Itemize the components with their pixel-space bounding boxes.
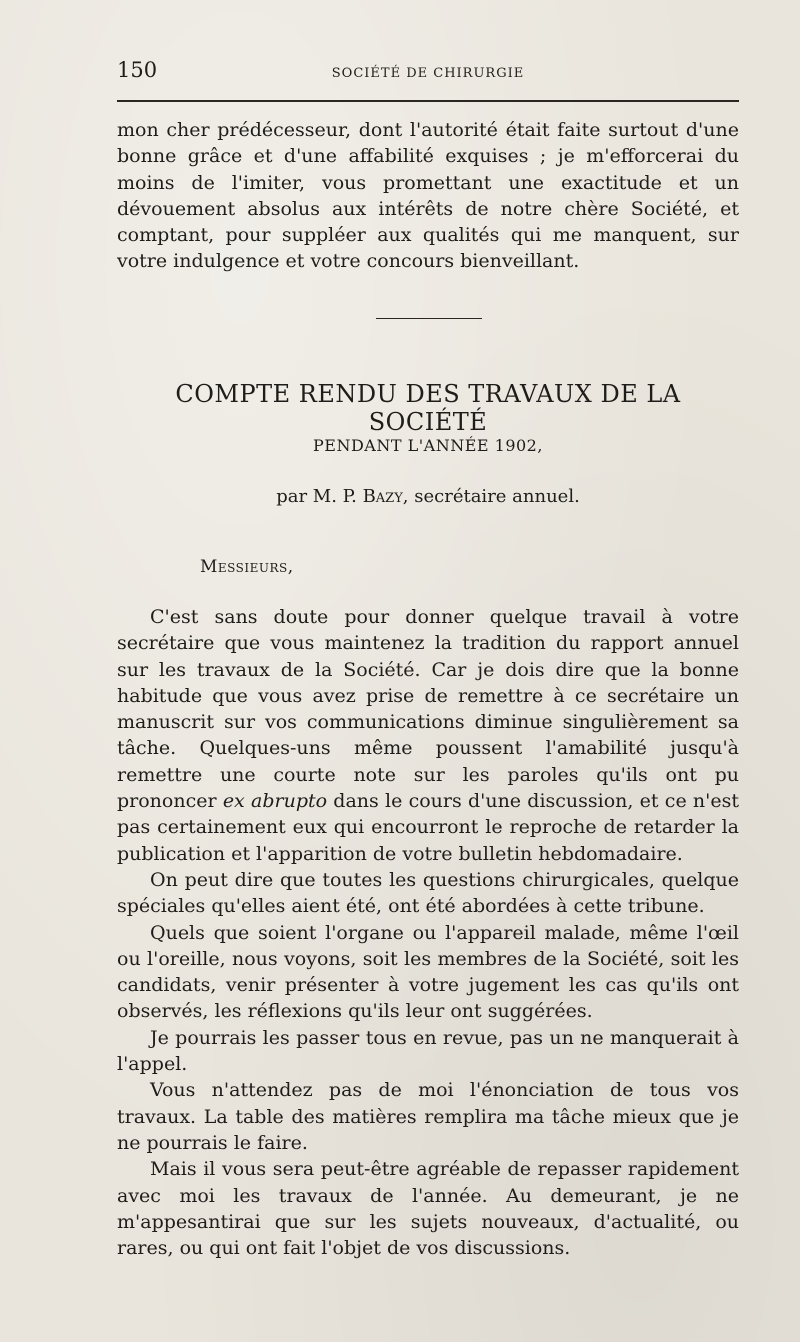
page-number: 150 — [117, 58, 158, 82]
report-subtitle: PENDANT L'ANNÉE 1902, — [313, 436, 543, 455]
report-body — [117, 604, 739, 1261]
opening-paragraph: mon cher prédécesseur, dont l'autorité était faite surtout d'une bonne grâce et d'une affabilité exquises ; je m'efforcerai du moins de l'imiter, vous promettant une exactitude et un dévouement absolus aux intérêts de notre chère Société, et comptant, pour suppléer aux qualités qui me manquent, sur votre indulgence et votre concours bienveillant. — [117, 119, 739, 273]
byline-suffix: , secrétaire annuel. — [402, 486, 580, 507]
running-head: SOCIÉTÉ DE CHIRURGIE — [331, 66, 525, 81]
salutation: Messieurs, — [200, 557, 294, 577]
byline-prefix: par M. P. — [276, 486, 363, 507]
paragraph-1 — [117, 604, 739, 867]
author-name: Bazy — [362, 486, 403, 507]
paragraph-1-part-2: dans le cours d'une discussion, et ce n'est pas certainement eux qui encourront le reproche de retarder la publication et l'apparition de votre bulletin hebdomadaire. — [117, 790, 740, 865]
paragraph-5: Vous n'attendez pas de moi l'énonciation de tous vos travaux. La table des matières remplira ma tâche mieux que je ne pourrais le faire. — [117, 1079, 739, 1154]
paragraph-2: On peut dire que toutes les questions chirurgicales, quelque spéciales qu'elles aient été, ont été abordées à cette tribune. — [117, 868, 739, 918]
paragraph-1-part-1: C'est sans doute pour donner quelque travail à votre secrétaire que vous maintenez la tradition du rapport annuel sur les travaux de la Société. Car je dois dire que la bonne habitude que vous avez prise de remettre à ce secrétaire un manuscrit sur vos communications diminue singulièrement sa tâche. Quelques-uns même poussent l'amabilité jusqu'à remettre une courte note sur les paroles qu'ils ont pu prononcer — [117, 606, 739, 813]
section-divider — [376, 318, 482, 319]
header-rule — [117, 100, 739, 102]
opening-paragraph-block — [117, 117, 739, 275]
paragraph-3: Quels que soient l'organe ou l'appareil malade, même l'œil ou l'oreille, nous voyons, soit les membres de la Société, soit les candidats, venir présenter à votre jugement les cas qu'ils ont observés, les réflexions qu'ils leur ont suggérées. — [117, 921, 739, 1023]
byline — [117, 486, 739, 507]
paragraph-4: Je pourrais les passer tous en revue, pas un ne manquerait à l'appel. — [117, 1026, 739, 1076]
report-title: COMPTE RENDU DES TRAVAUX DE LA SOCIÉTÉ — [175, 380, 681, 436]
paragraph-1-italic: ex abrupto — [222, 790, 328, 813]
paragraph-6: Mais il vous sera peut-être agréable de repasser rapidement avec moi les travaux de l'année. Au demeurant, je ne m'appesantirai que sur les sujets nouveaux, d'actualité, ou rares, ou qui ont fait l'objet de vos discussions. — [117, 1158, 739, 1260]
page-header — [117, 58, 739, 88]
